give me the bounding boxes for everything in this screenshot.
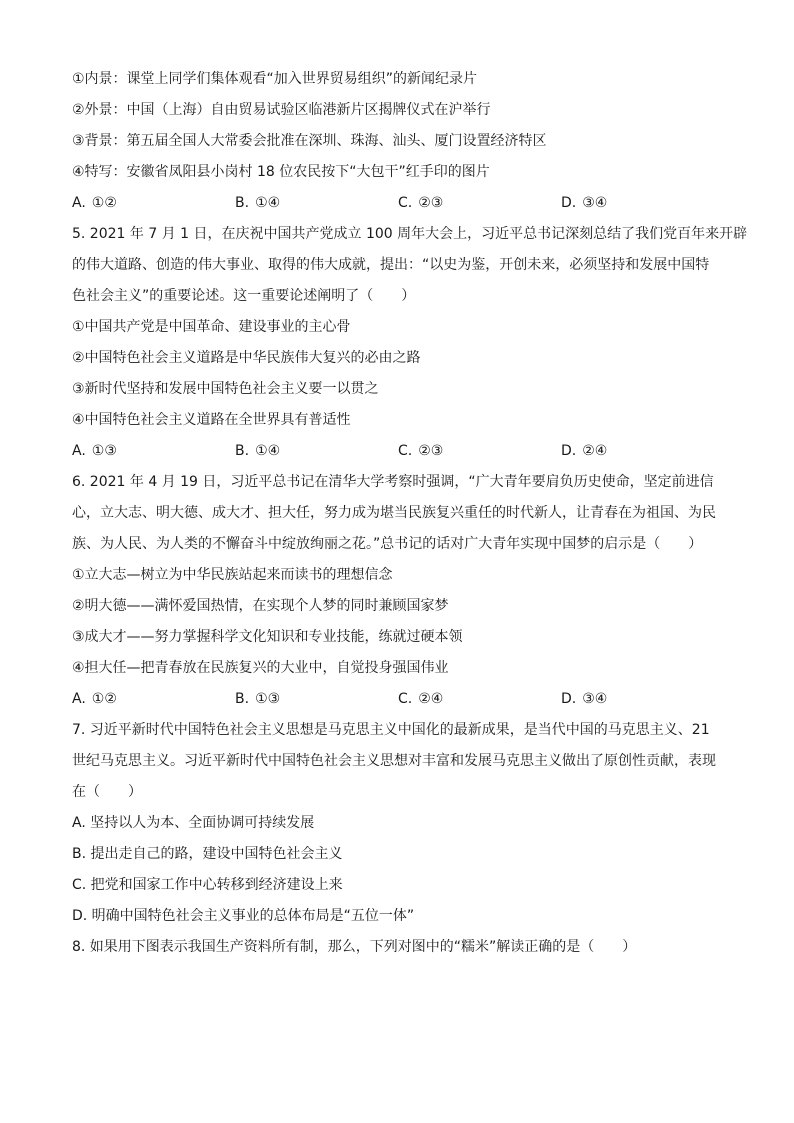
q6-stem-line-1: 6. 2021 年 4 月 19 日，习近平总书记在清华大学考察时强调，“广大青年要肩负历史使命，坚定前进信 (72, 474, 714, 490)
option-text: ③④ (582, 691, 608, 707)
q5-option-c (398, 436, 561, 467)
q4-option-a (72, 188, 235, 219)
q4-item-3: ③背景：第五届全国人大常委会批准在深圳、珠海、汕头、厦门设置经济特区 (72, 133, 547, 149)
option-text: ①② (91, 195, 117, 211)
q7-choice-d: D. 明确中国特色社会主义事业的总体布局是“五位一体” (72, 908, 415, 924)
q7-stem-line-2: 世纪马克思主义。习近平新时代中国特色社会主义思想对丰富和发展马克思主义做出了原创性贡献，表现 (72, 753, 716, 769)
q5-stem-line-2: 的伟大道路、创造的伟大事业、取得的伟大成就，提出：“以史为鉴，开创未来，必须坚持和发展中国特 (72, 257, 710, 273)
q7-choice-a: A. 坚持以人为本、全面协调可持续发展 (72, 815, 315, 831)
q6-option-a (72, 684, 235, 715)
option-text: ①④ (255, 195, 281, 211)
q4-item-4: ④特写：安徽省凤阳县小岗村 18 位农民按下“大包干”红手印的图片 (72, 164, 490, 180)
q4-option-c (398, 188, 561, 219)
q5-item-3: ③新时代坚持和发展中国特色社会主义要一以贯之 (72, 381, 379, 397)
q5-item-4: ④中国特色社会主义道路在全世界具有普适性 (72, 412, 351, 428)
q5-options (72, 436, 722, 467)
q6-item-3: ③成大才——努力掌握科学文化知识和专业技能，练就过硬本领 (72, 629, 463, 645)
option-text: ③④ (582, 195, 608, 211)
q6-stem-line-3: 族、为人民、为人类的不懈奋斗中绽放绚丽之花。”总书记的话对广大青年实现中国梦的启示是（ ） (72, 536, 703, 552)
option-letter: D. (561, 691, 577, 707)
option-text: ①④ (255, 443, 281, 459)
q7-stem-line-1: 7. 习近平新时代中国特色社会主义思想是马克思主义中国化的最新成果，是当代中国的马克思主义、21 (72, 722, 710, 738)
q8-stem-line-1: 8. 如果用下图表示我国生产资料所有制，那么，下列对图中的“糯米”解读正确的是（ ） (72, 939, 637, 955)
option-text: ②③ (418, 195, 444, 211)
q4-item-2: ②外景：中国（上海）自由贸易试验区临港新片区揭牌仪式在沪举行 (72, 102, 491, 118)
q5-item-1: ①中国共产党是中国革命、建设事业的主心骨 (72, 319, 351, 335)
q4-options (72, 188, 722, 219)
option-letter: A. (72, 195, 86, 211)
q6-option-c (398, 684, 561, 715)
option-letter: A. (72, 443, 86, 459)
q5-item-2: ②中国特色社会主义道路是中华民族伟大复兴的必由之路 (72, 350, 421, 366)
question-7 (72, 715, 722, 932)
option-text: ①② (91, 691, 117, 707)
document-content (72, 64, 748, 963)
q6-item-1: ①立大志—树立为中华民族站起来而读书的理想信念 (72, 567, 393, 583)
q6-stem-line-2: 心，立大志、明大德、成大才、担大任，努力成为堪当民族复兴重任的时代新人，让青春在为祖国、为民 (72, 505, 716, 521)
question-5 (72, 219, 748, 467)
option-text: ①③ (91, 443, 117, 459)
q6-option-b (235, 684, 398, 715)
option-letter: D. (561, 443, 577, 459)
q5-stem-line-3: 色社会主义”的重要论述。这一重要论述阐明了（ ） (72, 288, 416, 304)
q4-option-d (561, 188, 724, 219)
q5-option-a (72, 436, 235, 467)
q6-option-d (561, 684, 724, 715)
q6-item-4: ④担大任—把青春放在民族复兴的大业中，自觉投身强国伟业 (72, 660, 449, 676)
option-letter: C. (398, 195, 413, 211)
option-letter: A. (72, 691, 86, 707)
option-letter: B. (235, 195, 250, 211)
option-text: ①③ (255, 691, 281, 707)
option-letter: B. (235, 443, 250, 459)
q4-option-b (235, 188, 398, 219)
question-4-items (72, 64, 722, 188)
option-letter: C. (398, 691, 413, 707)
q4-item-1: ①内景：课堂上同学们集体观看“加入世界贸易组织”的新闻纪录片 (72, 71, 478, 87)
option-text: ②④ (418, 691, 444, 707)
option-text: ②④ (582, 443, 608, 459)
option-text: ②③ (418, 443, 444, 459)
option-letter: B. (235, 691, 250, 707)
q6-options (72, 684, 722, 715)
q6-item-2: ②明大德——满怀爱国热情，在实现个人梦的同时兼顾国家梦 (72, 598, 449, 614)
question-6 (72, 467, 722, 715)
q5-stem-line-1: 5. 2021 年 7 月 1 日，在庆祝中国共产党成立 100 周年大会上，习近平总书记深刻总结了我们党百年来开辟 (72, 226, 748, 242)
option-letter: C. (398, 443, 413, 459)
q7-stem-line-3: 在（ ） (72, 784, 142, 800)
q7-choice-b: B. 提出走自己的路，建设中国特色社会主义 (72, 846, 343, 862)
q5-option-d (561, 436, 724, 467)
q7-choice-c: C. 把党和国家工作中心转移到经济建设上来 (72, 877, 343, 893)
option-letter: D. (561, 195, 577, 211)
q5-option-b (235, 436, 398, 467)
question-8 (72, 932, 722, 963)
